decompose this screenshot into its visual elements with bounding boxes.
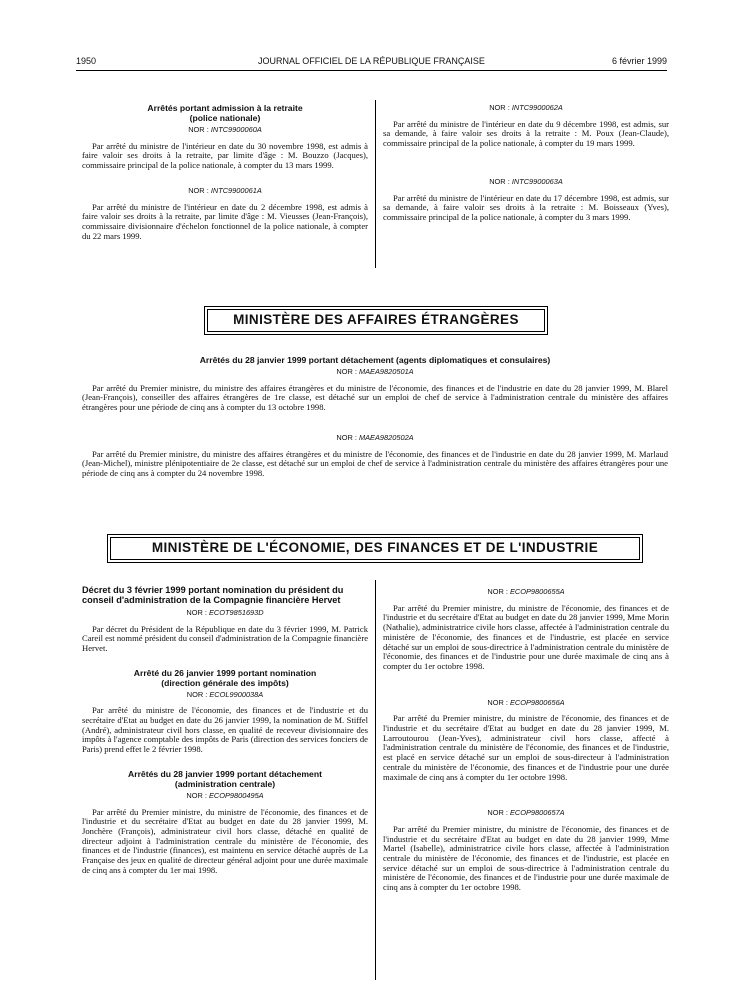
nor-reference (383, 698, 669, 708)
nor-reference (383, 808, 669, 818)
nor-code: INTC9900061A (210, 185, 262, 195)
decree-paragraph: Par arrêté du ministre de l'intérieur en date du 2 décembre 1998, est admis à faire valoir ses droits à la retraite, par limite d'âge : M. Vieusses (Jean-François), commissaire divisionnaire d'échelon fonctionnel de la police nationale, à compter du 22 mars 1999. (82, 201, 368, 241)
decree-paragraph: Par arrêté du Premier ministre, du ministre de l'économie, des finances et de l'industrie et du secrétaire d'Etat au budget en date du 28 janvier 1999, M. Jonchère (François), administrateur civil hors classe, détaché en qualité de directeur adjoint à l'administration centrale du ministère de l'économie, des finances et de l'industrie (finances), est maintenu en service détaché auprès de La Française des jeux en qualité de directeur général adjoint pour une durée maximale de cinq ans à compter du 1er mai 1998. (82, 806, 368, 875)
header-rule (76, 70, 667, 71)
arrete-nomination-heading: Arrêté du 26 janvier 1999 portant nomination (direction générale des impôts) (133, 667, 317, 688)
nor-reference (82, 433, 668, 443)
decree-heading: Décret du 3 février 1999 portant nomination du président du conseil d'administration de la Compagnie financière Hervet (82, 585, 344, 606)
column-divider (375, 100, 376, 268)
page-header (76, 56, 667, 70)
journal-title: JOURNAL OFFICIEL DE LA RÉPUBLIQUE FRANÇAISE (258, 56, 485, 66)
nor-code: ECOP9800495A (208, 790, 264, 800)
nor-code: ECOP9800656A (509, 697, 565, 707)
detachement-heading: Arrêtés du 28 janvier 1999 portant détachement (agents diplomatiques et consulaires) (199, 355, 551, 365)
nor-label: NOR : (188, 125, 209, 134)
economie-right-column (383, 585, 669, 893)
decree-paragraph: Par décret du Président de la République en date du 3 février 1999, M. Patrick Careil est nommé président du conseil d'administration de la Compagnie financière Hervet. (82, 623, 369, 653)
column-divider (375, 580, 376, 980)
nor-code: ECOP9800657A (509, 808, 565, 818)
nor-reference (383, 177, 669, 187)
decree-paragraph: Par arrêté du ministre de l'intérieur en date du 9 décembre 1998, est admis, sur sa demande, à faire valoir ses droits à la retraite : M. Poux (Jean-Claude), commissaire principal de la police nationale, à compter du 19 mars 1999. (383, 118, 669, 149)
nor-reference (82, 367, 668, 377)
decree-paragraph: Par arrêté du Premier ministre, du ministre de l'économie, des finances et de l'industrie et du secrétaire d'Etat au budget en date du 28 janvier 1999, M. Larroutourou (Jean-Yves), administrateur civil hors classe, affecté à l'administration centrale du ministère de l'économie, des finances et de l'industrie, est placé en service détaché sur un emploi de sous-directeur à l'administration centrale du ministère de l'économie, des finances et de l'industrie pour une durée maximale de cinq ans à compter du 1er octobre 1998. (383, 713, 669, 782)
nor-code: ECOL9900038A (209, 689, 264, 699)
nor-code: MAEA9820501A (358, 367, 414, 376)
economie-left-column (82, 585, 368, 875)
nor-reference (82, 125, 368, 135)
ministry-affaires-etrangeres-box (204, 306, 548, 335)
nor-label: NOR : (489, 176, 510, 186)
nor-label: NOR : (336, 367, 357, 376)
nor-label: NOR : (186, 607, 207, 617)
nor-reference (82, 791, 368, 801)
decree-paragraph: Par arrêté du ministre de l'intérieur en date du 30 novembre 1998, est admis à faire valoir ses droits à la retraite, par limite d'âge : M. Bouzzo (Jacques), commissaire principal de la police nationale, à compter du 13 mars 1999. (82, 140, 368, 171)
nor-label: NOR : (489, 103, 510, 112)
nor-reference (82, 608, 368, 618)
ministry-title: MINISTÈRE DE L'ÉCONOMIE, DES FINANCES ET DE L'INDUSTRIE (151, 540, 599, 555)
nor-reference (383, 587, 669, 597)
nor-code: ECOP9800655A (509, 587, 565, 596)
decree-paragraph: Par arrêté du Premier ministre, du ministre des affaires étrangères et du ministre de l'économie, des finances et de l'industrie en date du 28 janvier 1999, M. Marlaud (Jean-Michel), ministre plénipotentiaire de 2e classe, est détaché sur un emploi de chef de service à l'administration centrale du ministère des affaires étrangères pour une période de cinq ans à compter du 24 novembre 1998. (82, 448, 668, 478)
nor-code: INTC9900062A (511, 103, 563, 112)
decree-paragraph: Par arrêté du ministre de l'économie, des finances et de l'industrie et du secrétaire d'Etat au budget en date du 26 janvier 1999, la nomination de M. Stiffel (André), administrateur civil hors classe, en qualité de receveur divisionnaire des impôts à l'agence comptable des impôts de Paris (direction des services fonciers de Paris) prend effet le 2 février 1998. (82, 705, 368, 755)
nor-code: INTC9900060A (210, 125, 262, 134)
nor-label: NOR : (487, 697, 508, 707)
decree-paragraph: Par arrêté du Premier ministre, du ministre de l'économie, des finances et de l'industrie et du secrétaire d'Etat au budget en date du 28 janvier 1999, Mme Martel (Isabelle), administratrice civile hors classe, affectée à l'administration centrale du ministère de l'économie, des finances et de l'industrie, est placée en service détaché sur un emploi de sous-directrice à l'administration centrale du ministère de l'économie, des finances et de l'industrie pour une durée maximale de cinq ans à compter du 1er octobre 1998. (383, 823, 669, 893)
issue-date: 6 février 1999 (611, 56, 667, 66)
nor-label: NOR : (186, 790, 207, 800)
nor-reference (82, 690, 368, 700)
nor-reference (383, 103, 669, 113)
nor-label: NOR : (487, 808, 508, 818)
nor-code: MAEA9820502A (358, 432, 414, 442)
nor-label: NOR : (188, 185, 209, 195)
ministry-economie-box (107, 534, 643, 563)
decree-paragraph: Par arrêté du ministre de l'intérieur en date du 17 décembre 1998, est admis, sur sa demande, à faire valoir ses droits à la retraite : M. Boisseaux (Yves), commissaire principal de la police nationale, à compter du 3 mars 1999. (383, 192, 669, 222)
nor-code: INTC9900063A (511, 176, 563, 186)
retirement-left-column (82, 103, 368, 241)
nor-label: NOR : (186, 689, 208, 699)
nor-label: NOR : (336, 432, 357, 442)
retirement-heading: Arrêtés portant admission à la retraite (police nationale) (147, 103, 303, 123)
nor-code: ECOT9851693D (208, 607, 264, 617)
page-number: 1950 (76, 56, 97, 66)
decree-paragraph: Par arrêté du Premier ministre, du ministre de l'économie, des finances et de l'industrie et du secrétaire d'Etat au budget en date du 28 janvier 1999, Mme Morin (Nathalie), administratrice civile hors classe, affectée à l'administration centrale du ministère de l'économie, des finances et de l'industrie, est placée en service détaché sur un emploi de sous-directrice à l'administration centrale du ministère de l'économie, des finances et de l'industrie pour une durée maximale de cinq ans à compter du 1er octobre 1998. (383, 602, 669, 671)
arrete-detachement-heading: Arrêtés du 28 janvier 1999 portant détachement (administration centrale) (128, 768, 322, 789)
affaires-etrangeres-section (82, 355, 668, 479)
decree-paragraph: Par arrêté du Premier ministre, du ministre des affaires étrangères et du ministre de l'économie, des finances et de l'industrie en date du 28 janvier 1999, M. Blarel (Jean-François), conseiller des affaires étrangères de 1re classe, est détaché sur un emploi de chef de service à l'administration centrale du ministère des affaires étrangères pour une période de cinq ans à compter du 13 octobre 1998. (82, 382, 668, 413)
retirement-right-column (383, 101, 669, 223)
ministry-title: MINISTÈRE DES AFFAIRES ÉTRANGÈRES (233, 312, 519, 327)
nor-reference (82, 186, 368, 196)
nor-label: NOR : (487, 587, 508, 596)
